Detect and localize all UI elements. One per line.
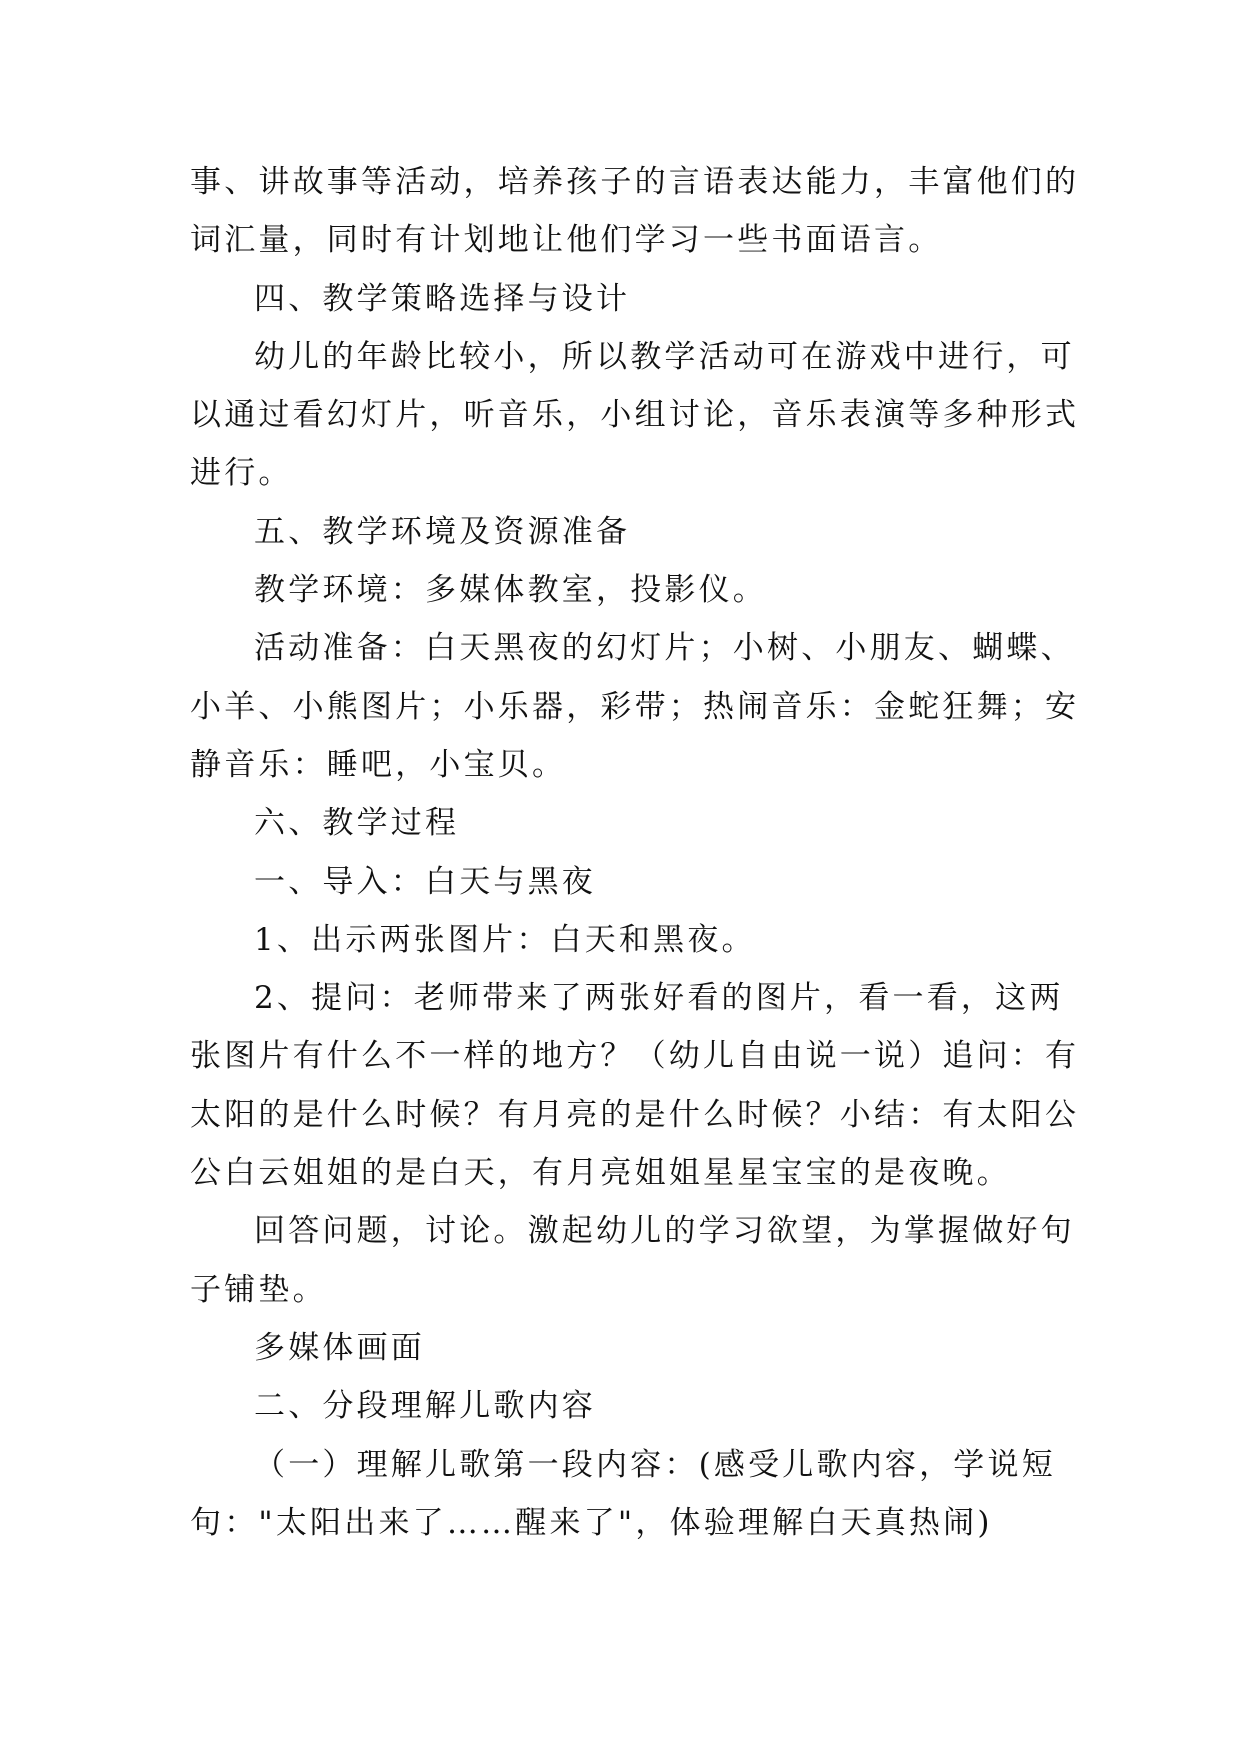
section-heading: 六、教学过程 xyxy=(254,805,460,842)
text-line: 活动准备：白天黑夜的幻灯片；小树、小朋友、蝴蝶、 xyxy=(254,630,1075,667)
section-heading: 四、教学策略选择与设计 xyxy=(254,280,631,317)
text-line: 2、提问：老师带来了两张好看的图片，看一看，这两 xyxy=(254,980,1064,1017)
text-line: 回答问题，讨论。激起幼儿的学习欲望，为掌握做好句 xyxy=(254,1213,1075,1250)
text-line: 张图片有什么不一样的地方？（幼儿自由说一说）追问：有 xyxy=(190,1038,1080,1075)
text-line: 多媒体画面 xyxy=(254,1329,425,1366)
document-body xyxy=(190,153,1080,1552)
text-line: 以通过看幻灯片，听音乐，小组讨论，音乐表演等多种形式 xyxy=(190,397,1080,434)
text-line: （一）理解儿歌第一段内容：(感受儿歌内容，学说短 xyxy=(254,1446,1056,1483)
text-line: 1、出示两张图片：白天和黑夜。 xyxy=(254,921,756,958)
text-line: 太阳的是什么时候？有月亮的是什么时候？小结：有太阳公 xyxy=(190,1096,1080,1133)
text-line: 句："太阳出来了……醒来了"，体验理解白天真热闹) xyxy=(190,1504,993,1541)
text-line: 教学环境：多媒体教室，投影仪。 xyxy=(254,572,767,609)
text-line: 进行。 xyxy=(190,455,293,492)
section-heading: 五、教学环境及资源准备 xyxy=(254,513,631,550)
text-line: 小羊、小熊图片；小乐器，彩带；热闹音乐：金蛇狂舞；安 xyxy=(190,688,1080,725)
text-line: 词汇量，同时有计划地让他们学习一些书面语言。 xyxy=(190,222,943,259)
text-line: 幼儿的年龄比较小，所以教学活动可在游戏中进行，可 xyxy=(254,338,1075,375)
text-line: 公白云姐姐的是白天，有月亮姐姐星星宝宝的是夜晚。 xyxy=(190,1155,1011,1192)
subsection-heading: 二、分段理解儿歌内容 xyxy=(254,1388,596,1425)
text-line: 子铺垫。 xyxy=(190,1271,327,1308)
text-line: 静音乐：睡吧，小宝贝。 xyxy=(190,746,567,783)
text-line: 事、讲故事等活动，培养孩子的言语表达能力，丰富他们的 xyxy=(190,164,1080,200)
subsection-heading: 一、导入：白天与黑夜 xyxy=(254,863,596,900)
